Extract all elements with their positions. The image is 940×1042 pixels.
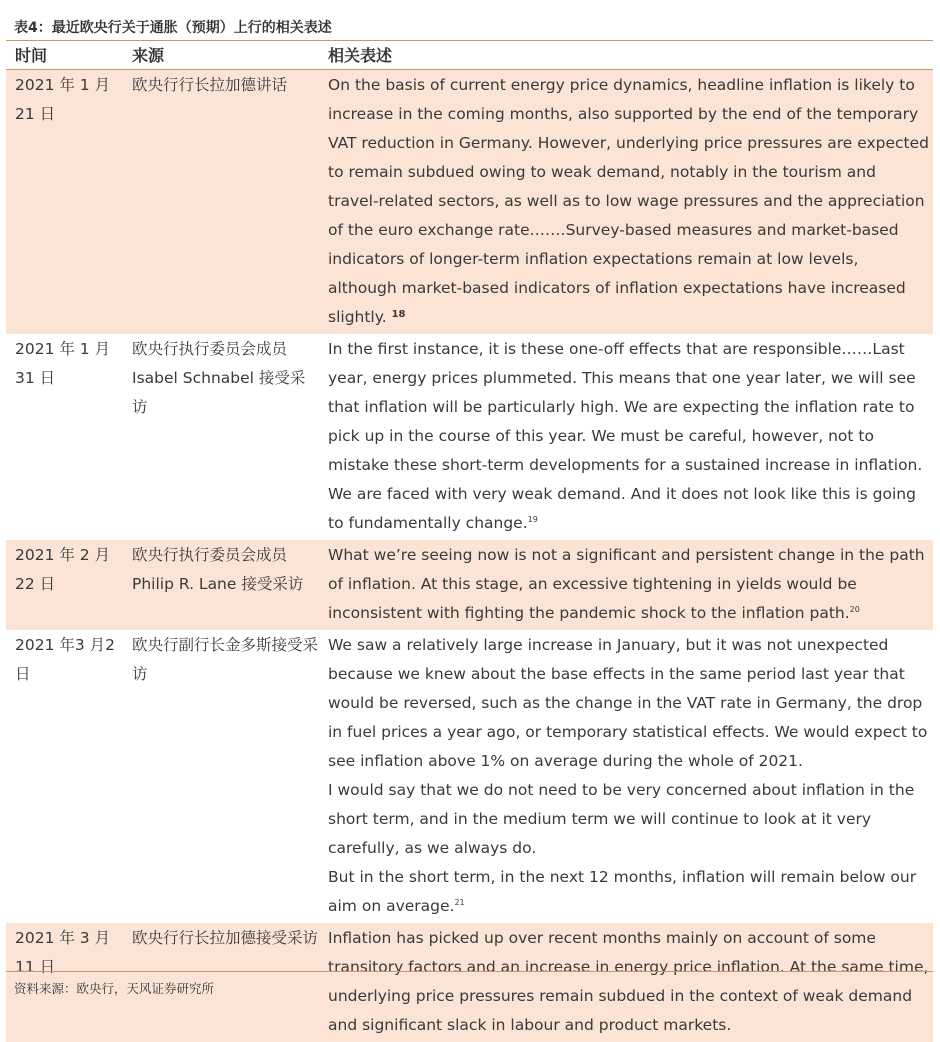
footnote-ref[interactable]: 21 — [454, 898, 465, 907]
table-bottom-divider — [6, 971, 933, 972]
source-note: 资料来源：欧央行，天风证券研究所 — [14, 981, 215, 996]
row-time: 2021 年 1 月 31 日 — [15, 340, 111, 387]
footnote-ref[interactable]: 19 — [527, 515, 538, 524]
row-time: 2021 年 1 月 21 日 — [15, 76, 111, 123]
row-statement — [328, 70, 933, 334]
row-statement — [328, 923, 933, 1042]
row-source: 欧央行行长拉加德接受采访 — [132, 929, 319, 947]
row-source: 欧央行副行长金多斯接受采访 — [132, 636, 319, 683]
footnote-ref[interactable]: 18 — [391, 309, 406, 320]
row-time: 2021 年3 月2 日 — [15, 636, 116, 683]
title-divider — [6, 40, 933, 41]
table-header — [6, 42, 933, 70]
statement-text: Inflation has picked up over recent months mainly on account of some transitory factors and an increase in energy price inflation. At the same time, underlying price pressures remain subdued in the context of weak demand and significant slack in labour and product markets. — [328, 929, 929, 1034]
row-statement — [328, 630, 933, 923]
statements-table — [6, 42, 933, 1042]
statement-text: But in the short term, in the next 12 months, inflation will remain below our aim on average. — [328, 868, 917, 915]
statement-text: What we’re seeing now is not a significant and persistent change in the path of inflation. At this stage, an excessive tightening in yields would be inconsistent with fighting the pandemic shock to the inflation path. — [328, 546, 925, 622]
table-title: 表4：最近欧央行关于通胀（预期）上行的相关表述 — [14, 20, 332, 36]
statement-text: In the first instance, it is these one-off effects that are responsible……Last year, energy prices plummeted. This means that one year later, we will see that inflation will be particularly high. We are expecting the inflation rate to pick up in the course of this year. We must be careful, however, not to mistake these short-term developments for a sustained increase in inflation. We are faced with very weak demand. And it does not look like this is going to fundamentally change. — [328, 340, 923, 532]
row-source: 欧央行执行委员会成员 Philip R. Lane 接受采访 — [132, 546, 304, 593]
row-time: 2021 年 2 月 22 日 — [15, 546, 111, 593]
row-statement — [328, 540, 933, 630]
header-time: 时间 — [15, 46, 48, 65]
statement-paragraph — [328, 863, 931, 921]
statement-paragraph: We saw a relatively large increase in January, but it was not unexpected because we knew about the base effects in the same period last year that would be reversed, such as the change in the VAT rate in Germany, the drop in fuel prices a year ago, or temporary statistical effects. We would expect to see inflation above 1% on average during the whole of 2021. — [328, 636, 928, 770]
footnote-ref[interactable]: 20 — [849, 605, 860, 614]
row-statement — [328, 334, 933, 540]
row-source: 欧央行执行委员会成员 Isabel Schnabel 接受采访 — [132, 340, 306, 416]
header-source: 来源 — [132, 46, 165, 65]
row-time: 2021 年 3 月 11 日 — [15, 929, 111, 976]
statement-paragraph: I would say that we do not need to be very concerned about inflation in the short term, and in the medium term we will continue to look at it very carefully, as we always do. — [328, 781, 915, 857]
table-row — [6, 334, 933, 540]
table-row — [6, 70, 933, 334]
header-statement: 相关表述 — [328, 46, 393, 65]
row-source: 欧央行行长拉加德讲话 — [132, 76, 288, 94]
table-row — [6, 630, 933, 923]
statement-text: On the basis of current energy price dynamics, headline inflation is likely to increase in the coming months, also supported by the end of the temporary VAT reduction in Germany. However, underlying price pressures are expected to remain subdued owing to weak demand, notably in the tourism and travel-related sectors, as well as to low wage pressures and the appreciation of the euro exchange rate.……Survey-based measures and market-based indicators of longer-term inflation expectations remain at low levels, although market-based indicators of inflation expectations have increased slightly. — [328, 76, 930, 326]
table-row — [6, 540, 933, 630]
